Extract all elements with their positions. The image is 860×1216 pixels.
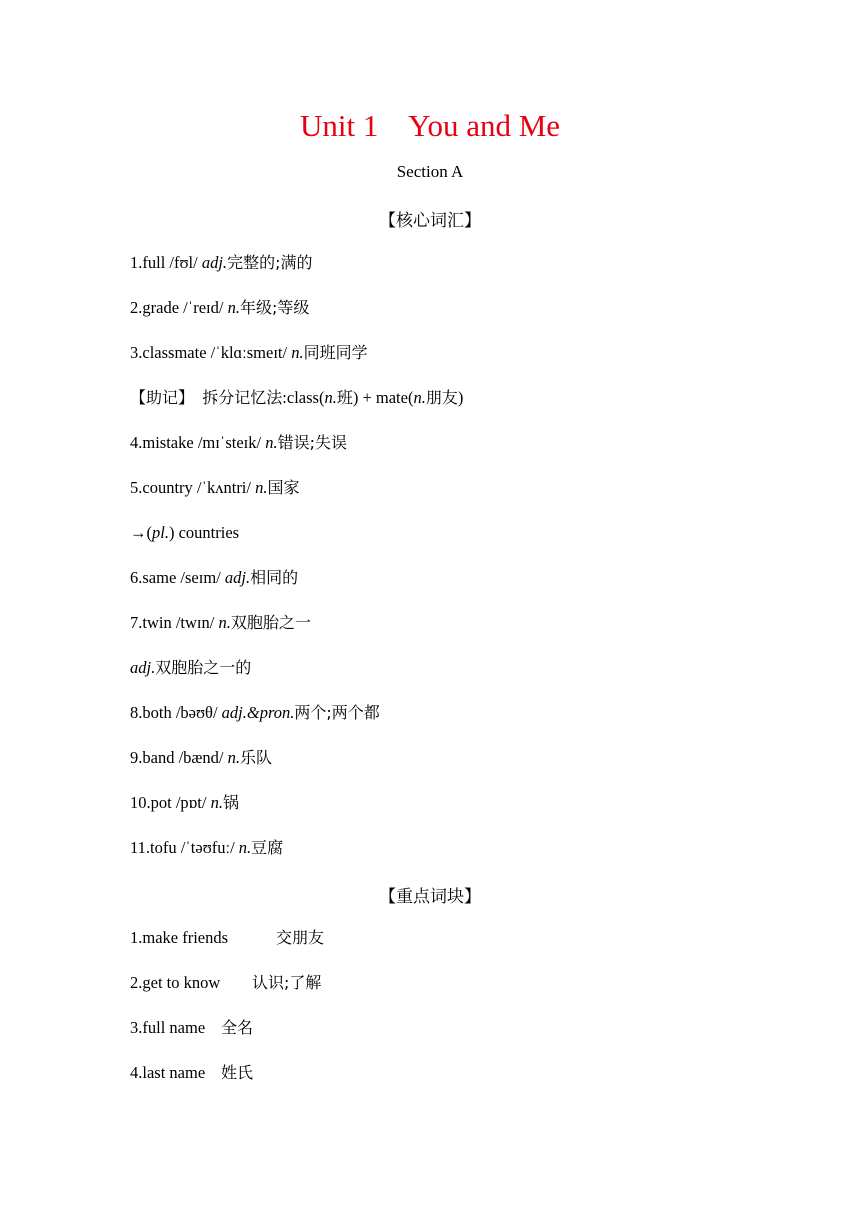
- phrase-meaning: 全名: [221, 1018, 254, 1037]
- vocab-item-2: [130, 296, 309, 320]
- vocab-meaning: 双胞胎之一的: [155, 658, 252, 677]
- vocab-item-6: [130, 566, 298, 590]
- vocab-word: 11.tofu /ˈtəʊfuː/: [130, 838, 239, 857]
- key-phrases-heading: 【重点词块】: [379, 887, 481, 907]
- vocab-item-7: [130, 611, 311, 635]
- vocab-item-5: [130, 476, 300, 500]
- memory-tip-part: ): [457, 388, 464, 407]
- vocab-word: 3.classmate /ˈklɑːsmeɪt/: [130, 343, 292, 362]
- vocab-pos: n.: [218, 613, 231, 632]
- phrase-item-3: [130, 1016, 253, 1040]
- plural-prefix: →(: [130, 523, 152, 542]
- plural-pos: pl.: [152, 523, 169, 542]
- vocab-item-8: [130, 701, 380, 725]
- vocab-meaning: 年级;等级: [239, 298, 310, 317]
- vocab-pos: adj.: [201, 253, 228, 272]
- memory-tip-label: 【助记】: [130, 388, 195, 407]
- vocab-meaning: 相同的: [250, 568, 299, 587]
- section-subtitle: Section A: [396, 162, 464, 181]
- vocab-meaning: 国家: [267, 478, 300, 497]
- vocab-meaning: 同班同学: [303, 343, 368, 362]
- vocab-pos: adj.: [224, 568, 251, 587]
- plural-word: ) countries: [168, 523, 240, 542]
- memory-tip-part: ) + mate(: [352, 388, 414, 407]
- vocab-pos: adj.&pron.: [221, 703, 295, 722]
- phrase-item-4: [130, 1061, 253, 1085]
- vocab-item-4: [130, 431, 347, 455]
- vocab-pos: adj.: [130, 658, 156, 677]
- vocab-meaning: 错误;失误: [277, 433, 347, 452]
- unit-title: Unit 1 You and Me: [299, 108, 561, 143]
- memory-tip-pos: n.: [324, 388, 337, 407]
- vocab-word: 5.country /ˈkʌntri/: [130, 478, 256, 497]
- phrase-english: 4.last name: [130, 1063, 206, 1082]
- vocab-item-1: [130, 251, 312, 275]
- vocab-word: 6.same /seɪm/: [130, 568, 225, 587]
- vocab-word: 9.band /bænd/: [130, 748, 228, 767]
- vocab-meaning: 两个;两个都: [294, 703, 380, 722]
- vocab-item-11: [130, 836, 283, 860]
- vocab-word: 7.twin /twɪn/: [130, 613, 219, 632]
- core-vocab-heading: 【核心词汇】: [379, 211, 481, 231]
- vocab-word: 4.mistake /mɪˈsteɪk/: [130, 433, 266, 452]
- vocab-pos: n.: [227, 298, 240, 317]
- vocab-item-3: [130, 341, 368, 365]
- phrase-item-1: [130, 926, 324, 950]
- vocab-pos: n.: [210, 793, 223, 812]
- vocab-meaning: 完整的;满的: [227, 253, 313, 272]
- vocab-meaning: 双胞胎之一: [230, 613, 311, 632]
- vocab-word: 1.full /fʊl/: [130, 253, 202, 272]
- vocab-meaning: 豆腐: [251, 838, 284, 857]
- vocab-meaning: 乐队: [240, 748, 273, 767]
- vocab-pos: n.: [265, 433, 278, 452]
- phrase-meaning: 姓氏: [221, 1063, 254, 1082]
- vocab-word: 8.both /bəʊθ/: [130, 703, 222, 722]
- vocab-pos: n.: [238, 838, 252, 857]
- memory-tip-method: 拆分记忆法: [202, 388, 283, 407]
- vocab-pos: n.: [255, 478, 268, 497]
- memory-tip-part: :class(: [282, 388, 325, 407]
- memory-tip-pos: n.: [413, 388, 426, 407]
- vocab-pos: n.: [291, 343, 304, 362]
- phrase-english: 1.make friends: [130, 928, 229, 947]
- memory-tip-meaning: 朋友: [425, 388, 458, 407]
- vocab-word: 2.grade /ˈreɪd/: [130, 298, 228, 317]
- memory-tip-meaning: 班: [336, 388, 353, 407]
- phrase-meaning: 交朋友: [276, 928, 325, 947]
- plural-form: [130, 521, 239, 545]
- vocab-meaning: 锅: [222, 793, 239, 812]
- phrase-english: 3.full name: [130, 1018, 206, 1037]
- vocab-item-10: [130, 791, 239, 815]
- twin-adj-sense: [130, 656, 251, 680]
- phrase-item-2: [130, 971, 321, 995]
- phrase-meaning: 认识;了解: [252, 973, 322, 992]
- vocab-word: 10.pot /pɒt/: [130, 793, 211, 812]
- memory-tip: [130, 386, 463, 410]
- phrase-english: 2.get to know: [130, 973, 221, 992]
- vocab-item-9: [130, 746, 272, 770]
- vocab-pos: n.: [227, 748, 240, 767]
